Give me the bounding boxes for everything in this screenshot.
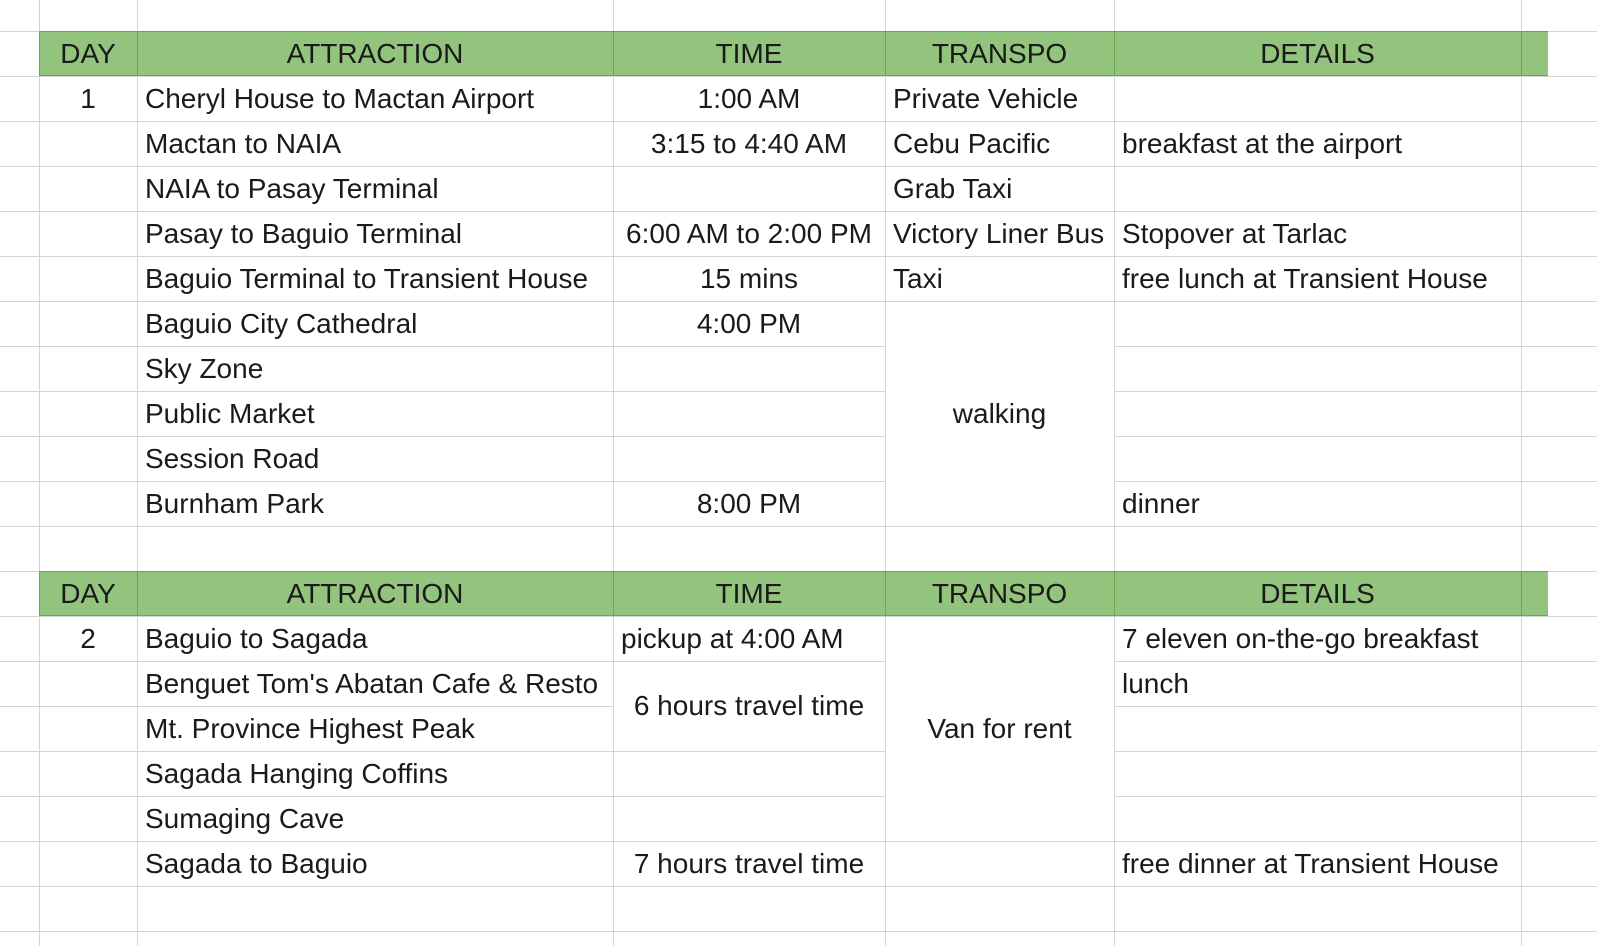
attraction-cell[interactable]: Burnham Park (145, 487, 324, 519)
transpo-cell[interactable]: Victory Liner Bus (893, 217, 1105, 249)
attraction-cell[interactable]: Public Market (145, 397, 315, 429)
time-cell[interactable]: 3:15 to 4:40 AM (650, 127, 848, 159)
attraction-cell[interactable]: Baguio Terminal to Transient House (145, 262, 589, 294)
attraction-cell[interactable]: NAIA to Pasay Terminal (145, 172, 439, 204)
time-cell[interactable]: pickup at 4:00 AM (621, 622, 844, 654)
header-attraction[interactable]: ATTRACTION (286, 37, 464, 69)
details-cell[interactable] (1114, 436, 1521, 481)
header-details[interactable]: DETAILS (1260, 37, 1375, 69)
time-cell[interactable] (613, 436, 885, 481)
transpo-cell[interactable]: Cebu Pacific (893, 127, 1051, 159)
attraction-cell[interactable]: Session Road (145, 442, 320, 474)
transpo-cell[interactable]: Private Vehicle (893, 82, 1079, 114)
header-attraction[interactable]: ATTRACTION (286, 577, 464, 609)
attraction-cell[interactable]: Mactan to NAIA (145, 127, 342, 159)
attraction-cell[interactable]: Mt. Province Highest Peak (145, 712, 475, 744)
header-time[interactable]: TIME (715, 37, 783, 69)
header-time[interactable]: TIME (715, 577, 783, 609)
header-day[interactable]: DAY (60, 37, 116, 69)
attraction-cell[interactable]: Sagada Hanging Coffins (145, 757, 449, 789)
attraction-cell[interactable]: Sky Zone (145, 352, 264, 384)
time-cell[interactable] (613, 166, 885, 211)
header-day[interactable]: DAY (60, 577, 116, 609)
transpo-cell[interactable]: Grab Taxi (893, 172, 1013, 204)
time-cell[interactable]: 6:00 AM to 2:00 PM (626, 217, 872, 249)
details-cell[interactable]: lunch (1122, 667, 1189, 699)
details-cell[interactable] (1114, 76, 1521, 121)
time-cell[interactable] (613, 391, 885, 436)
details-cell[interactable] (1114, 301, 1521, 346)
header-transpo[interactable]: TRANSPO (931, 37, 1068, 69)
time-cell[interactable]: 4:00 PM (696, 307, 802, 339)
attraction-cell[interactable]: Cheryl House to Mactan Airport (145, 82, 535, 114)
transpo-merged-cell[interactable]: walking (952, 397, 1047, 429)
details-cell[interactable]: free dinner at Transient House (1122, 847, 1499, 879)
attraction-cell[interactable]: Sumaging Cave (145, 802, 345, 834)
transpo-cell[interactable]: Taxi (893, 262, 943, 294)
details-cell[interactable]: Stopover at Tarlac (1122, 217, 1348, 249)
attraction-cell[interactable]: Baguio City Cathedral (145, 307, 418, 339)
attraction-cell[interactable]: Baguio to Sagada (145, 622, 368, 654)
header-details[interactable]: DETAILS (1260, 577, 1375, 609)
time-cell[interactable]: 15 mins (699, 262, 799, 294)
header-transpo[interactable]: TRANSPO (931, 577, 1068, 609)
attraction-cell[interactable]: Benguet Tom's Abatan Cafe & Resto (145, 667, 599, 699)
details-cell[interactable]: breakfast at the airport (1122, 127, 1403, 159)
details-cell[interactable]: dinner (1122, 487, 1200, 519)
time-cell[interactable] (613, 346, 885, 391)
time-cell[interactable]: 8:00 PM (696, 487, 802, 519)
time-cell[interactable]: 7 hours travel time (633, 847, 865, 879)
details-cell[interactable] (1114, 796, 1521, 841)
attraction-cell[interactable]: Sagada to Baguio (145, 847, 368, 879)
time-cell[interactable]: 1:00 AM (697, 82, 801, 114)
details-cell[interactable] (1114, 166, 1521, 211)
day-number-cell[interactable]: 1 (80, 82, 96, 114)
day-number-cell[interactable]: 2 (80, 622, 96, 654)
details-cell[interactable]: 7 eleven on-the-go breakfast (1122, 622, 1479, 654)
details-cell[interactable] (1114, 751, 1521, 796)
details-cell[interactable]: free lunch at Transient House (1122, 262, 1488, 294)
details-cell[interactable] (1114, 391, 1521, 436)
details-cell[interactable] (1114, 346, 1521, 391)
attraction-cell[interactable]: Pasay to Baguio Terminal (145, 217, 462, 249)
transpo-merged-cell[interactable]: Van for rent (927, 712, 1072, 744)
time-merged-cell[interactable]: 6 hours travel time (633, 690, 865, 721)
details-cell[interactable] (1114, 706, 1521, 751)
